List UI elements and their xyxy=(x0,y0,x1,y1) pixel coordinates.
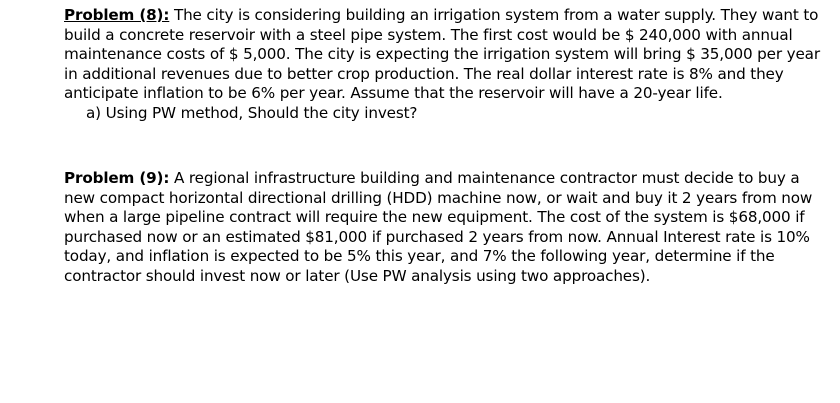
problem-8-part-a: a) Using PW method, Should the city invest? xyxy=(86,103,418,122)
problem-8-text: The city is considering building an irrigation system from a water supply. They want to build a concrete reservoir with a steel pipe system. The first cost would be $ 240,000 with annual maintenance costs of $ 5,000. The city is expecting the irrigation system will bring $ 35,000 per year in additional revenues due to better crop production. The real dollar interest rate is 8% and they anticipate inflation to be 6% per year. Assume that the reservoir will have a 20-year life. xyxy=(64,6,820,102)
problem-8-label: Problem (8): xyxy=(64,6,170,24)
problem-9-text: A regional infrastructure building and maintenance contractor must decide to buy a new compact horizontal directional drilling (HDD) machine now, or wait and buy it 2 years from now when a large pipeline contract will require the new equipment. The cost of the system is $68,000 if purchased now or an estimated $81,000 if purchased 2 years from now. Annual Interest rate is 10% today, and inflation is expected to be 5% this year, and 7% the following year, determine if the contractor should invest now or later (Use PW analysis using two approaches). xyxy=(64,169,813,285)
problem-9 xyxy=(64,169,826,286)
problem-8 xyxy=(64,6,826,104)
problem-9-label: Problem (9): xyxy=(64,169,170,187)
spacer xyxy=(64,123,826,169)
document-page xyxy=(64,6,826,286)
